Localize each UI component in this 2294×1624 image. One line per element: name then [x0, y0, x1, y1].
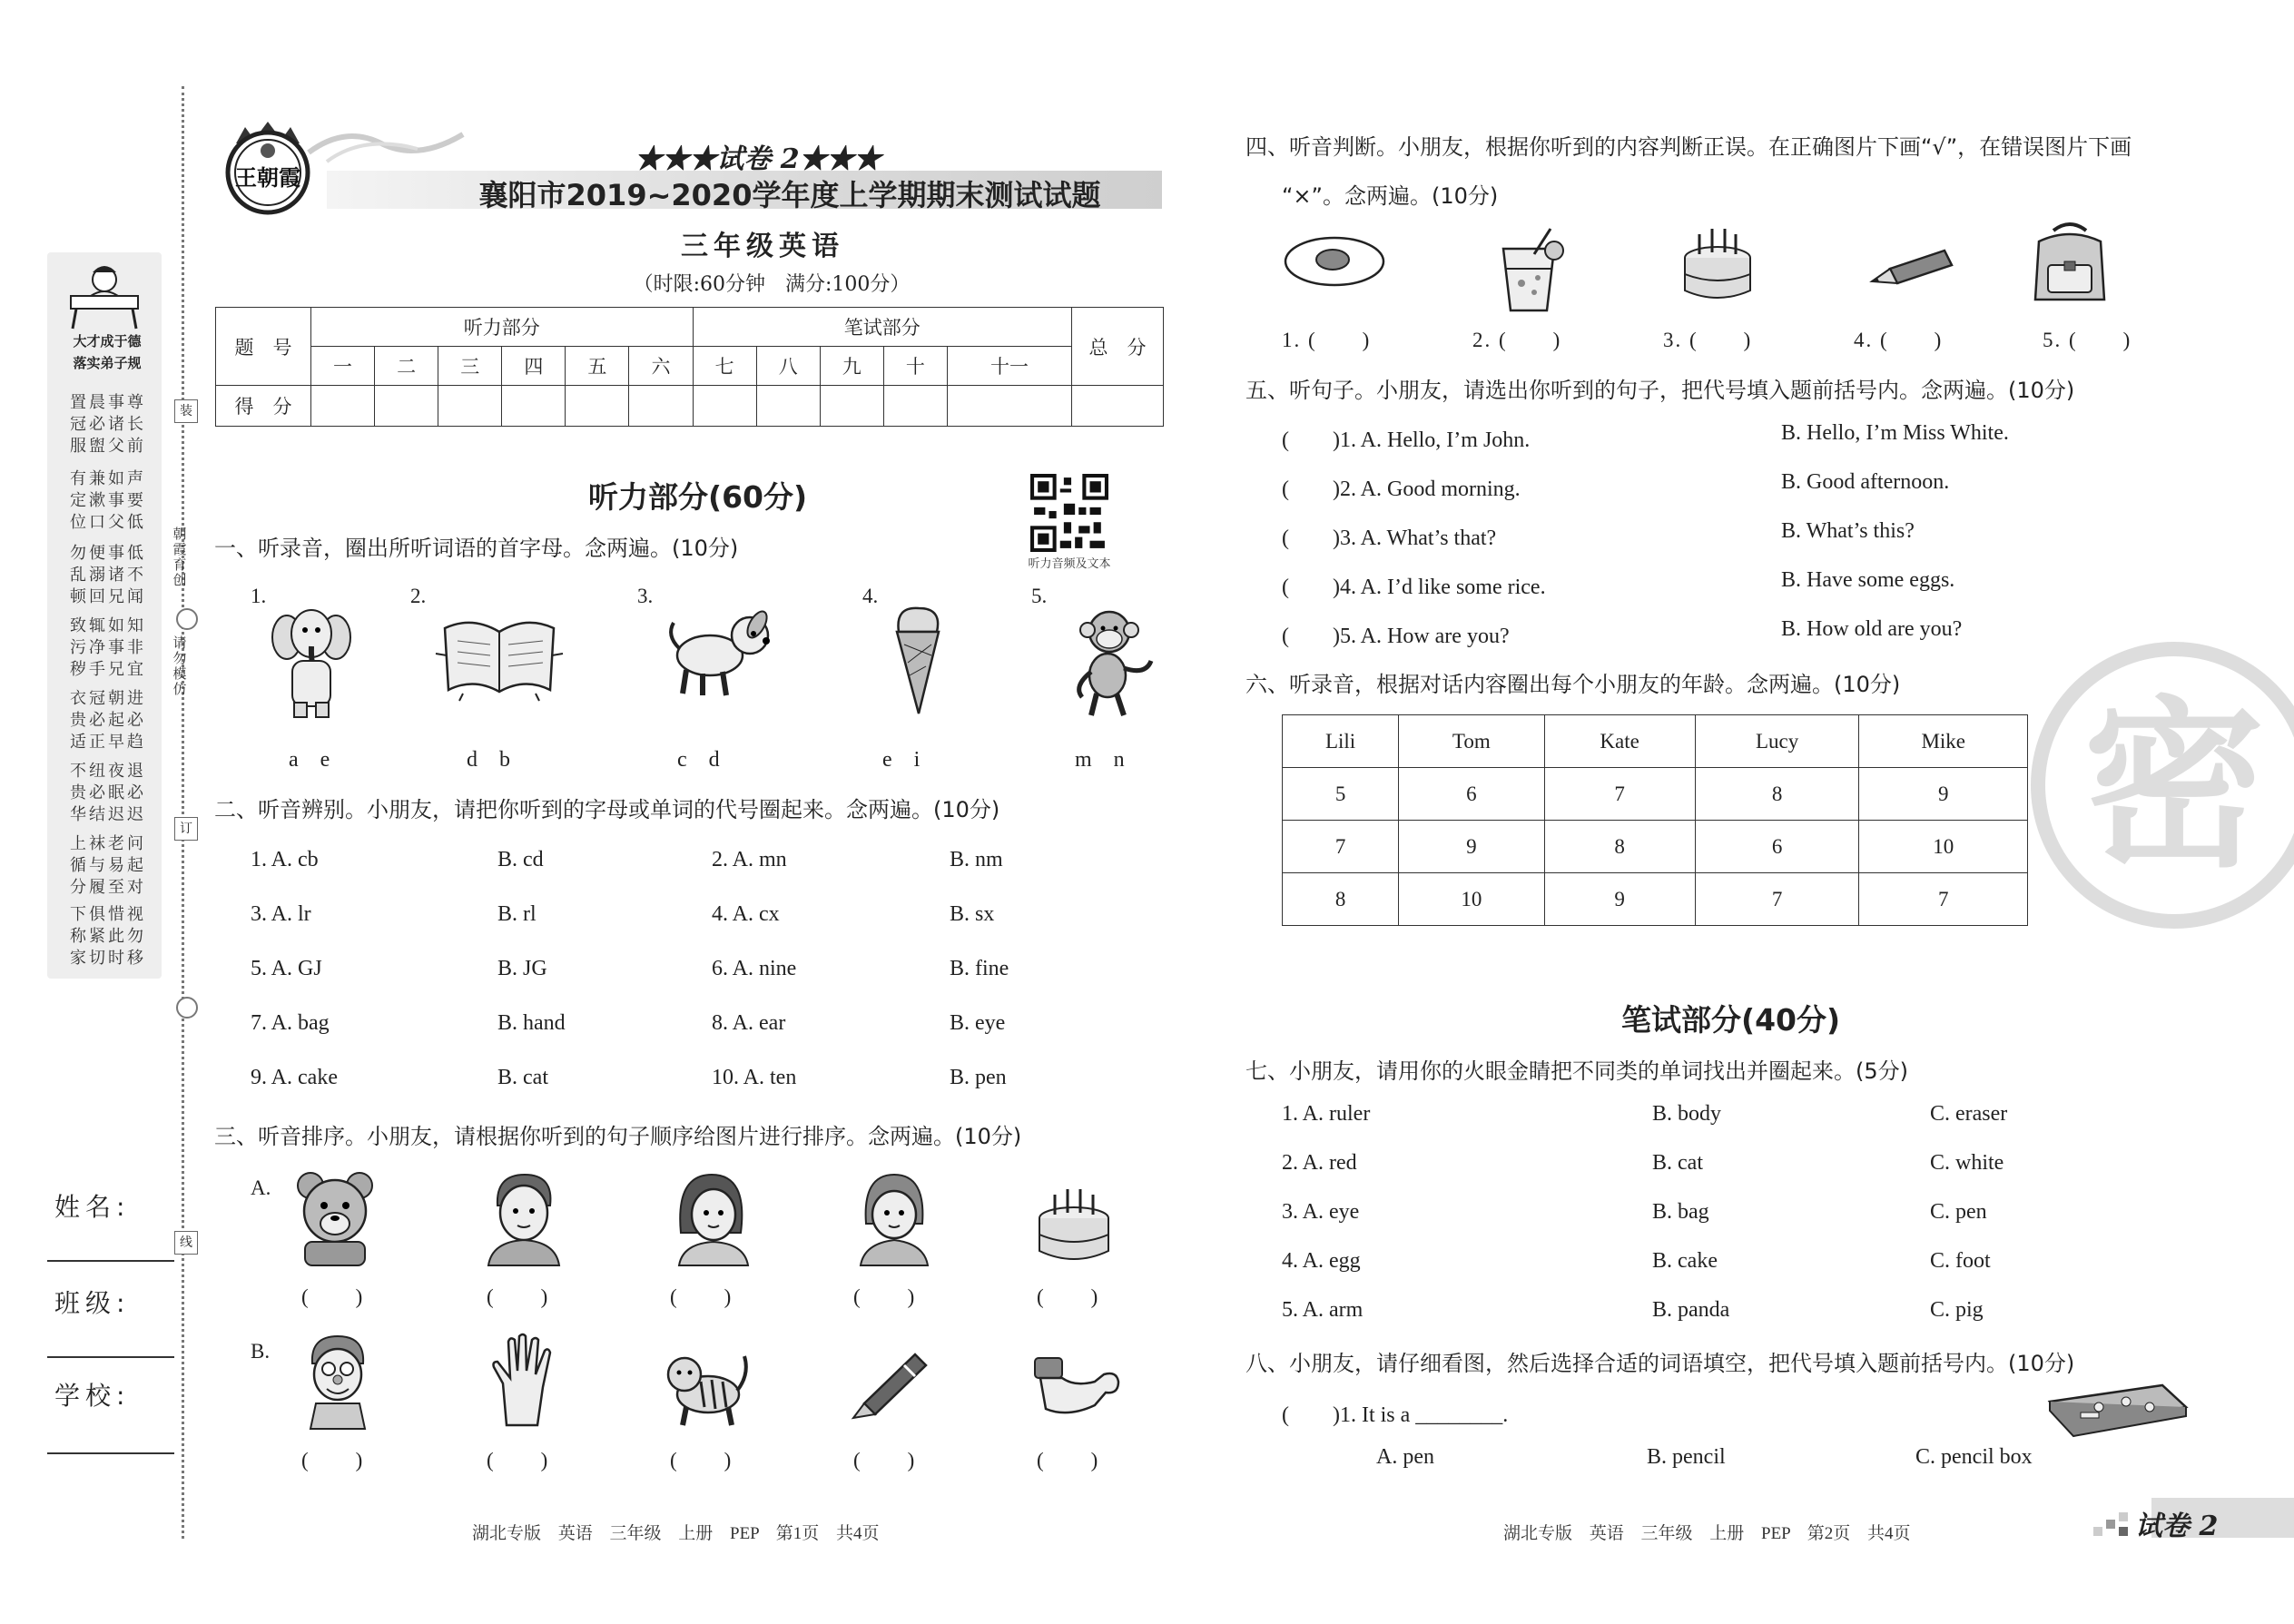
q8-option[interactable]: A. pen — [1376, 1445, 1434, 1469]
age-table — [1282, 714, 2028, 926]
q2-option[interactable]: 3. A. lr — [251, 902, 311, 926]
motto-block — [58, 904, 158, 969]
girl-short-hair-icon — [853, 1169, 935, 1265]
score-table-number: 九 — [820, 347, 883, 386]
score-table-writing: 笔试部分 — [693, 308, 1071, 347]
motto-line: 华结迟迟 — [70, 805, 146, 824]
qr-caption: 听力音频及文本 — [1028, 557, 1111, 571]
footer-right: 湖北专版 英语 三年级 上册 PEP 第2页 共4页 — [1503, 1524, 1911, 1543]
q7-option[interactable]: B. body — [1652, 1102, 1722, 1126]
vertical-text-brand: 朝霞育创 — [172, 526, 187, 588]
score-table-number: 八 — [756, 347, 820, 386]
score-table-number: 七 — [693, 347, 756, 386]
confidential-watermark-icon — [2024, 635, 2294, 935]
binding-hole-icon — [176, 608, 198, 630]
elephant-icon — [271, 601, 352, 719]
motto-line: 置晨事尊 — [70, 393, 146, 412]
q7-option[interactable]: B. cat — [1652, 1151, 1703, 1175]
score-table-number: 三 — [438, 347, 502, 386]
question-2-title: 二、听音辨别。小朋友，请把你听到的字母或单词的代号圈起来。念两遍。(10分) — [214, 797, 1000, 822]
q2-option[interactable]: 9. A. cake — [251, 1066, 338, 1089]
q3-answer-blank[interactable]: ( ) — [853, 1285, 917, 1308]
score-cell[interactable] — [693, 386, 756, 427]
q1-letter-choices[interactable]: e i — [882, 748, 921, 772]
motto-line: 乱溺诸不 — [70, 566, 146, 585]
arm-icon — [1031, 1354, 1122, 1418]
bear-icon — [294, 1169, 376, 1265]
q3-answer-blank[interactable]: ( ) — [670, 1285, 733, 1308]
age-table-cell[interactable]: 10 — [1859, 821, 2028, 873]
school-label: 学校: — [54, 1381, 131, 1411]
motto-line: 污净事非 — [70, 638, 146, 657]
q5-option-b[interactable]: B. Have some eggs. — [1781, 568, 1955, 592]
q5-option-a[interactable]: ( )4. A. I’d like some rice. — [1282, 576, 1546, 599]
score-cell[interactable] — [629, 386, 693, 427]
age-table-cell[interactable]: 7 — [1283, 821, 1399, 873]
qr-code-icon[interactable] — [1030, 474, 1108, 552]
footer-left: 湖北专版 英语 三年级 上册 PEP 第1页 共4页 — [472, 1524, 880, 1543]
score-cell[interactable] — [502, 386, 566, 427]
vertical-text-warning: 请勿模仿 — [172, 635, 187, 697]
score-cell[interactable] — [947, 386, 1071, 427]
q4-answer-blank[interactable]: 4. ( ) — [1854, 329, 1944, 351]
age-table-cell[interactable]: 7 — [1695, 873, 1859, 926]
q2-option[interactable]: B. sx — [950, 902, 995, 926]
q8-item-1[interactable]: ( )1. It is a ________. — [1282, 1403, 1509, 1427]
brand-logo — [218, 116, 318, 216]
q7-option[interactable]: C. white — [1930, 1151, 2004, 1175]
motto-line: 服盥父前 — [70, 437, 146, 456]
score-table-number: 五 — [566, 347, 629, 386]
score-cell[interactable] — [566, 386, 629, 427]
motto-line: 贵必起必 — [70, 711, 146, 730]
q4-answer-blank[interactable]: 3. ( ) — [1663, 329, 1753, 351]
q1-item-number: 4. — [862, 585, 879, 607]
score-cell[interactable] — [756, 386, 820, 427]
score-table — [215, 307, 1164, 427]
dog-icon — [663, 599, 781, 699]
motto-block — [58, 543, 158, 608]
score-cell[interactable] — [311, 386, 375, 427]
juice-icon — [1494, 227, 1567, 314]
age-table-header: Tom — [1399, 715, 1544, 768]
question-4-title-line1: 四、听音判断。小朋友，根据你听到的内容判断正误。在正确图片下画“√”，在错误图片下画 — [1245, 134, 2132, 160]
q2-option[interactable]: 4. A. cx — [712, 902, 780, 926]
q2-option[interactable]: 2. A. mn — [712, 848, 787, 871]
question-1-title: 一、听录音，圈出所听词语的首字母。念两遍。(10分) — [214, 536, 739, 561]
tiger-icon — [661, 1338, 752, 1429]
q2-option[interactable]: B. pen — [950, 1066, 1007, 1089]
q1-item-number: 5. — [1031, 585, 1048, 607]
q3-answer-blank[interactable]: ( ) — [670, 1449, 733, 1471]
score-table-number: 四 — [502, 347, 566, 386]
question-6-title: 六、听录音，根据对话内容圈出每个小朋友的年龄。念两遍。(10分) — [1245, 672, 1901, 697]
fried-egg-icon — [1282, 234, 1387, 289]
q2-option[interactable]: 7. A. bag — [251, 1011, 330, 1035]
score-table-number: 一 — [311, 347, 375, 386]
question-4-title-line2: “×”。念两遍。(10分) — [1282, 183, 1499, 209]
ice-cream-icon — [886, 599, 950, 717]
score-table-number: 十一 — [947, 347, 1071, 386]
q2-option[interactable]: B. hand — [497, 1011, 566, 1035]
motto-title-line: 落实弟子规 — [73, 355, 142, 371]
motto-line: 致辄如知 — [70, 616, 146, 635]
q7-option[interactable]: B. bag — [1652, 1200, 1709, 1224]
motto-block — [58, 833, 158, 899]
q3-row-b-label: B. — [251, 1340, 271, 1363]
q2-option[interactable]: B. JG — [497, 957, 547, 980]
score-table-label: 题 号 — [216, 308, 311, 386]
q5-option-a[interactable]: ( )3. A. What’s that? — [1282, 527, 1497, 550]
q4-answer-blank[interactable]: 2. ( ) — [1472, 329, 1562, 351]
q3-answer-blank[interactable]: ( ) — [1037, 1449, 1100, 1471]
motto-line: 位口父低 — [70, 513, 146, 532]
q3-row-a-label: A. — [251, 1176, 271, 1199]
motto-block — [58, 392, 158, 458]
q2-option[interactable]: 5. A. GJ — [251, 957, 322, 980]
age-table-cell[interactable]: 9 — [1544, 873, 1695, 926]
score-cell[interactable] — [375, 386, 438, 427]
motto-line: 衣冠朝进 — [70, 689, 146, 708]
q1-item-number: 1. — [251, 585, 267, 607]
q2-option[interactable]: B. cd — [497, 848, 544, 871]
fold-mark-top: 装 — [174, 399, 198, 423]
pencil-icon — [1868, 245, 1959, 285]
q1-item-number: 3. — [637, 585, 654, 607]
paper-label: ★★★试卷 2★★★ — [635, 143, 881, 175]
q1-letter-choices[interactable]: m n — [1075, 748, 1125, 772]
q7-option[interactable]: 2. A. red — [1282, 1151, 1357, 1175]
fold-line — [182, 86, 184, 1539]
q5-option-b[interactable]: B. What’s this? — [1781, 519, 1915, 543]
cake-icon — [1033, 1186, 1115, 1265]
question-3-title: 三、听音排序。小朋友，请根据你听到的句子顺序给图片进行排序。念两遍。(10分) — [214, 1124, 1022, 1149]
q8-option[interactable]: C. pencil box — [1915, 1445, 2033, 1469]
q7-option[interactable]: B. panda — [1652, 1298, 1730, 1322]
age-table-header: Kate — [1544, 715, 1695, 768]
school-field[interactable] — [47, 1452, 174, 1454]
score-table-number: 二 — [375, 347, 438, 386]
q1-letter-choices[interactable]: c d — [677, 748, 720, 772]
binding-hole-icon — [176, 997, 198, 1019]
class-field[interactable] — [47, 1356, 174, 1358]
q7-option[interactable]: 1. A. ruler — [1282, 1102, 1371, 1126]
motto-line: 上袜老问 — [70, 834, 146, 853]
motto-line: 下俱惜视 — [70, 905, 146, 924]
q1-letter-choices[interactable]: a e — [289, 748, 330, 772]
exam-tag: 试卷 2 — [2135, 1511, 2219, 1542]
motto-line: 家切时移 — [70, 949, 146, 968]
score-table-number: 六 — [629, 347, 693, 386]
pencil-box-icon — [2044, 1380, 2190, 1436]
ribbon-decoration-icon — [309, 116, 463, 171]
motto-block — [58, 688, 158, 753]
motto-block — [58, 761, 158, 826]
q4-answer-blank[interactable]: 1. ( ) — [1282, 329, 1372, 351]
score-row-label: 得 分 — [216, 386, 311, 427]
score-cell[interactable] — [438, 386, 502, 427]
motto-line: 循与易起 — [70, 856, 146, 875]
q7-option[interactable]: C. pen — [1930, 1200, 1987, 1224]
motto-line: 贵必眠必 — [70, 783, 146, 802]
hand-icon — [487, 1331, 556, 1429]
age-table-header: Lucy — [1695, 715, 1859, 768]
motto-line: 分履至对 — [70, 878, 146, 897]
page-title: 襄阳市2019~2020学年度上学期期末测试试题 — [478, 178, 1101, 212]
motto-line: 有兼如声 — [70, 469, 146, 488]
watermark-text: 密 — [2082, 681, 2266, 892]
age-table-cell[interactable]: 9 — [1859, 768, 2028, 821]
q8-option[interactable]: B. pencil — [1647, 1445, 1726, 1469]
writing-section-title: 笔试部分(40分) — [1621, 1002, 1841, 1038]
motto-line: 顿回兄闻 — [70, 587, 146, 606]
class-label: 班级: — [54, 1288, 131, 1318]
question-8-title: 八、小朋友，请仔细看图，然后选择合适的词语填空，把代号填入题前括号内。(10分) — [1245, 1351, 2075, 1376]
q7-option[interactable]: 5. A. arm — [1282, 1298, 1364, 1322]
q2-option[interactable]: B. rl — [497, 902, 537, 926]
q7-option[interactable]: C. eraser — [1930, 1102, 2008, 1126]
motto-line: 适正早趋 — [70, 733, 146, 752]
age-table-cell[interactable]: 9 — [1399, 821, 1544, 873]
q2-option[interactable]: B. fine — [950, 957, 1009, 980]
age-table-cell[interactable]: 6 — [1399, 768, 1544, 821]
q7-option[interactable]: C. pig — [1930, 1298, 1984, 1322]
age-table-cell[interactable]: 5 — [1283, 768, 1399, 821]
motto-line: 秽手兄宜 — [70, 660, 146, 679]
age-table-cell[interactable]: 7 — [1859, 873, 2028, 926]
scholar-illustration-icon — [64, 260, 145, 330]
question-5-title: 五、听句子。小朋友，请选出你听到的句子，把代号填入题前括号内。念两遍。(10分) — [1245, 378, 2075, 403]
fold-mark-mid: 订 — [174, 817, 198, 841]
motto-block — [58, 468, 158, 534]
motto-title-line: 大才成于德 — [73, 333, 142, 349]
q5-option-b[interactable]: B. Good afternoon. — [1781, 470, 1950, 494]
motto-line: 称紧此勿 — [70, 927, 146, 946]
motto-line: 定漱事要 — [70, 491, 146, 510]
age-table-cell[interactable]: 8 — [1695, 768, 1859, 821]
monkey-icon — [1064, 603, 1155, 721]
q7-option[interactable]: C. foot — [1930, 1249, 1991, 1273]
score-cell[interactable] — [883, 386, 947, 427]
age-table-cell[interactable]: 10 — [1399, 873, 1544, 926]
score-table-listening: 听力部分 — [311, 308, 694, 347]
score-table-total: 总 分 — [1072, 308, 1164, 386]
subject-title: 三年级英语 — [681, 231, 844, 262]
q2-option[interactable]: 10. A. ten — [712, 1066, 797, 1089]
age-table-cell[interactable]: 8 — [1544, 821, 1695, 873]
age-table-header: Lili — [1283, 715, 1399, 768]
fold-mark-bottom: 线 — [174, 1231, 198, 1255]
name-label: 姓名: — [54, 1192, 131, 1222]
q7-option[interactable]: 3. A. eye — [1282, 1200, 1360, 1224]
pen-icon — [844, 1345, 935, 1418]
clown-face-icon — [303, 1333, 372, 1429]
q2-option[interactable]: B. nm — [950, 848, 1003, 871]
book-icon — [436, 610, 563, 701]
boy-icon — [483, 1169, 565, 1265]
q5-option-a[interactable]: ( )2. A. Good morning. — [1282, 477, 1521, 501]
age-table-cell[interactable]: 8 — [1283, 873, 1399, 926]
q2-option[interactable]: 8. A. ear — [712, 1011, 786, 1035]
score-table-number: 十 — [883, 347, 947, 386]
time-info: （时限:60分钟 满分:100分） — [633, 273, 911, 296]
q2-option[interactable]: 1. A. cb — [251, 848, 319, 871]
birthday-cake-icon — [1679, 221, 1756, 303]
q3-answer-blank[interactable]: ( ) — [487, 1285, 550, 1308]
square-pattern-icon — [2093, 1511, 2130, 1538]
listening-section-title: 听力部分(60分) — [588, 479, 808, 515]
question-7-title: 七、小朋友，请用你的火眼金睛把不同类的单词找出并圈起来。(5分) — [1245, 1058, 1908, 1084]
motto-line: 不纽夜退 — [70, 762, 146, 781]
age-table-cell[interactable]: 6 — [1695, 821, 1859, 873]
q2-option[interactable]: 6. A. nine — [712, 957, 797, 980]
q3-answer-blank[interactable]: ( ) — [301, 1285, 365, 1308]
q3-answer-blank[interactable]: ( ) — [853, 1449, 917, 1471]
q5-option-b[interactable]: B. Hello, I’m Miss White. — [1781, 421, 2009, 445]
q3-answer-blank[interactable]: ( ) — [1037, 1285, 1100, 1308]
q5-option-b[interactable]: B. How old are you? — [1781, 617, 1963, 641]
q5-option-a[interactable]: ( )1. A. Hello, I’m John. — [1282, 428, 1531, 452]
q1-item-number: 2. — [410, 585, 427, 607]
age-table-cell[interactable]: 7 — [1544, 768, 1695, 821]
q3-answer-blank[interactable]: ( ) — [301, 1449, 365, 1471]
name-field[interactable] — [47, 1260, 174, 1262]
q5-option-a[interactable]: ( )5. A. How are you? — [1282, 625, 1510, 648]
q2-option[interactable]: B. cat — [497, 1066, 548, 1089]
q4-answer-blank[interactable]: 5. ( ) — [2043, 329, 2132, 351]
q1-letter-choices[interactable]: d b — [467, 748, 510, 772]
q2-option[interactable]: B. eye — [950, 1011, 1006, 1035]
schoolbag-icon — [2026, 218, 2113, 305]
motto-line: 冠必诸长 — [70, 415, 146, 434]
q7-option[interactable]: 4. A. egg — [1282, 1249, 1361, 1273]
score-cell[interactable] — [1072, 386, 1164, 427]
logo-text: 王朝霞 — [235, 165, 300, 191]
age-table-header: Mike — [1859, 715, 2028, 768]
score-cell[interactable] — [820, 386, 883, 427]
q3-answer-blank[interactable]: ( ) — [487, 1449, 550, 1471]
girl-icon — [670, 1169, 752, 1265]
motto-title — [53, 330, 162, 374]
motto-block — [58, 615, 158, 681]
motto-line: 勿便事低 — [70, 544, 146, 563]
q7-option[interactable]: B. cake — [1652, 1249, 1718, 1273]
